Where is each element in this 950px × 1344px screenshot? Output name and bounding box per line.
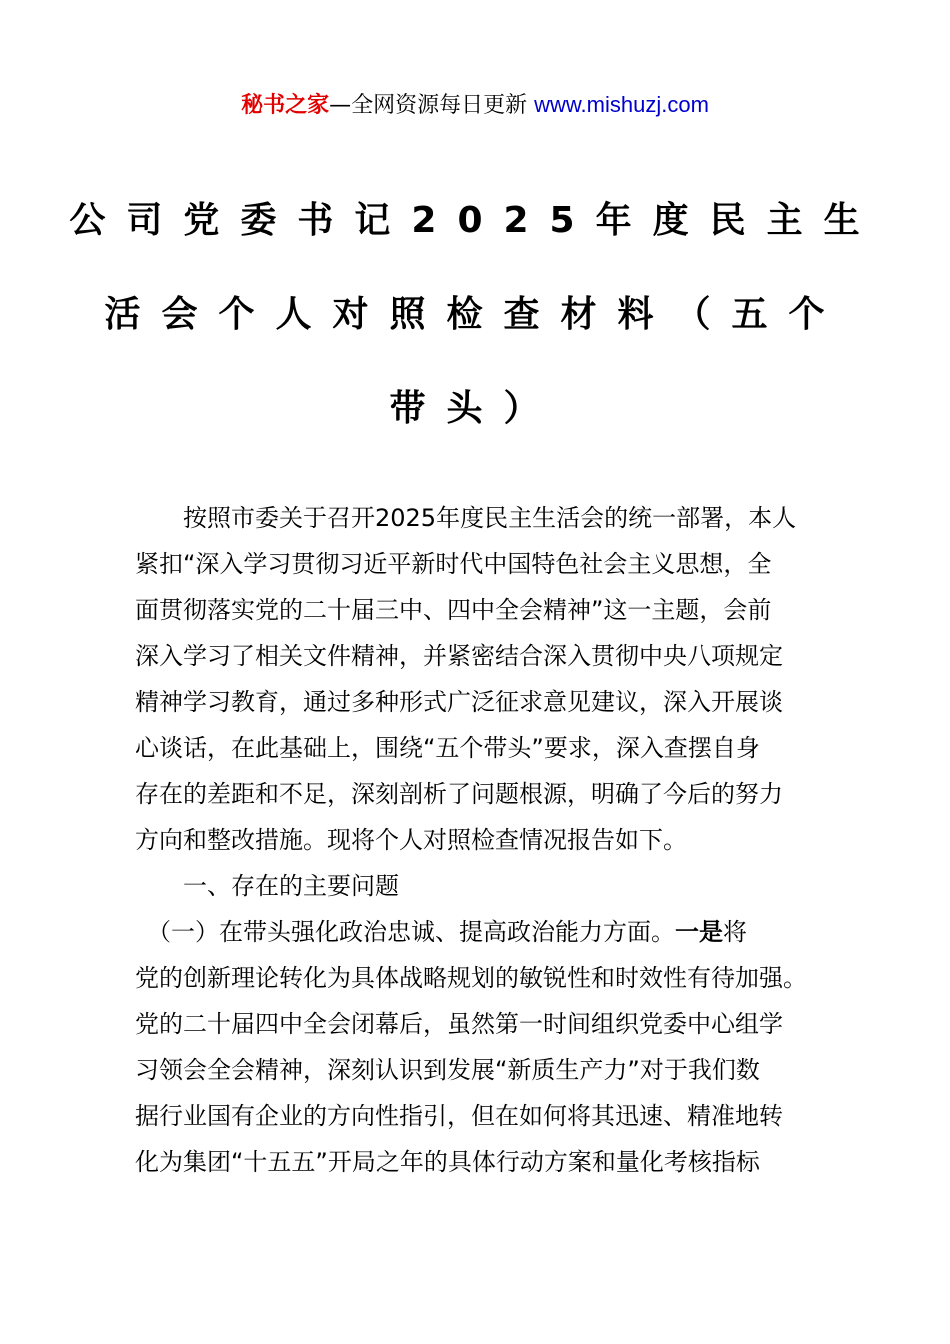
section-heading: 一、存在的主要问题 xyxy=(135,872,399,900)
header-tagline: —全网资源每日更新 xyxy=(329,93,535,118)
intro-paragraph-line: 存在的差距和不足，深刻剖析了问题根源，明确了今后的努力 xyxy=(135,780,783,808)
subsection-body-line: 习领会全会精神，深刻认识到发展“新质生产力”对于我们数 xyxy=(135,1056,760,1084)
intro-paragraph-line: 精神学习教育，通过多种形式广泛征求意见建议，深入开展谈 xyxy=(135,688,783,716)
brand-name: 秘书之家 xyxy=(241,93,330,118)
page-header xyxy=(0,88,950,123)
intro-paragraph-line: 面贯彻落实党的二十届三中、四中全会精神”这一主题，会前 xyxy=(135,596,772,624)
subsection-body-line: 据行业国有企业的方向性指引，但在如何将其迅速、精准地转 xyxy=(135,1102,783,1130)
intro-paragraph-line: 方向和整改措施。现将个人对照检查情况报告如下。 xyxy=(135,826,687,854)
subsection-body-line: 党的创新理论转化为具体战略规划的敏锐性和时效性有待加强。 xyxy=(135,964,807,992)
subsection-lead-rest: 将 xyxy=(723,918,747,946)
subsection-body-line: 党的二十届四中全会闭幕后，虽然第一时间组织党委中心组学 xyxy=(135,1010,783,1038)
document-title-line-1: 公司党委书记2025年度民主生 xyxy=(69,200,881,241)
document-title-line-3: 带头） xyxy=(389,388,561,429)
site-url-link[interactable]: www.mishuzj.com xyxy=(534,92,709,117)
subsection-body-line: 化为集团“十五五”开局之年的具体行动方案和量化考核指标 xyxy=(135,1148,760,1176)
intro-paragraph-line: 按照市委关于召开2025年度民主生活会的统一部署，本人 xyxy=(135,504,797,532)
document-title-line-2: 活会个人对照检查材料（五个 xyxy=(104,294,846,335)
intro-paragraph-line: 心谈话，在此基础上，围绕“五个带头”要求，深入查摆自身 xyxy=(135,734,760,762)
intro-paragraph-line: 深入学习了相关文件精神，并紧密结合深入贯彻中央八项规定 xyxy=(135,642,783,670)
intro-paragraph-line: 紧扣“深入学习贯彻习近平新时代中国特色社会主义思想，全 xyxy=(135,550,772,578)
subsection-heading: （一）在带头强化政治忠诚、提高政治能力方面。 xyxy=(135,918,675,946)
subsection-heading-line xyxy=(135,909,835,955)
subsection-lead-bold: 一是 xyxy=(675,918,723,946)
